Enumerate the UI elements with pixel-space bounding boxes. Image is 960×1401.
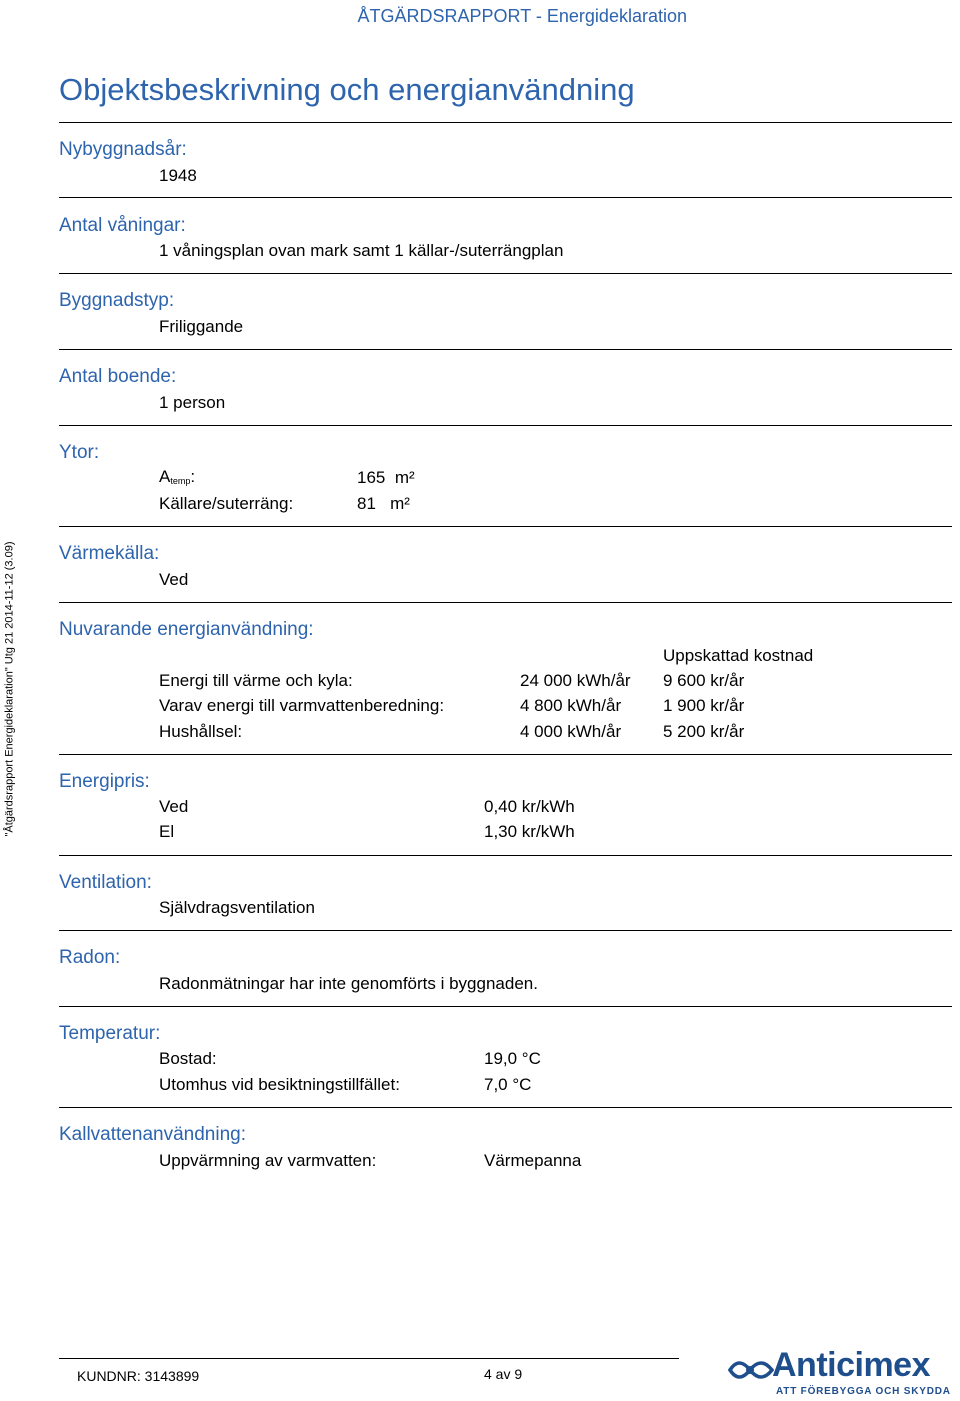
divider	[59, 122, 952, 123]
byggnadstyp-label: Byggnadstyp:	[59, 290, 175, 311]
kallvatten-row-value: Värmepanna	[484, 1151, 582, 1170]
nybyggnadsar-label: Nybyggnadsår:	[59, 139, 187, 160]
radon-label: Radon:	[59, 947, 121, 968]
kallvatten-row-label: Uppvärmning av varmvatten:	[159, 1151, 377, 1170]
anticimex-logo	[726, 1346, 958, 1398]
divider	[59, 273, 952, 274]
side-document-info: "Åtgärdsrapport Energideklaration" Utg 21 2014-11-12 (3.09)	[3, 541, 16, 837]
temperatur-row-value: 7,0 °C	[484, 1075, 532, 1094]
energipris-label: Energipris:	[59, 771, 150, 792]
anticimex-emblem-icon	[726, 1352, 776, 1388]
energy-row-cost: 9 600 kr/år	[663, 671, 745, 690]
boende-value: 1 person	[159, 393, 226, 412]
ventilation-value: Självdragsventilation	[159, 898, 315, 917]
customer-number: KUNDNR: 3143899	[77, 1368, 200, 1384]
temperatur-label: Temperatur:	[59, 1023, 161, 1044]
temperatur-row-value: 19,0 °C	[484, 1049, 541, 1068]
divider	[59, 197, 952, 198]
byggnadstyp-value: Friliggande	[159, 317, 244, 336]
divider	[59, 602, 952, 603]
divider	[59, 930, 952, 931]
footer-divider	[59, 1358, 679, 1359]
divider	[59, 349, 952, 350]
energy-row-cost: 5 200 kr/år	[663, 722, 745, 741]
nybyggnadsar-value: 1948	[159, 166, 197, 185]
divider	[59, 754, 952, 755]
kallare-label: Källare/suterräng:	[159, 494, 294, 513]
atemp-label: $A_{temp}$:	[159, 467, 196, 486]
logo-tagline: ATT FÖREBYGGA OCH SKYDDA	[776, 1386, 951, 1397]
kallvatten-label: Kallvattenanvändning:	[59, 1124, 246, 1145]
vaningar-value: 1 våningsplan ovan mark samt 1 källar-/suterrängplan	[159, 241, 564, 260]
energipris-row-value: 0,40 kr/kWh	[484, 797, 575, 816]
vaningar-label: Antal våningar:	[59, 215, 186, 236]
kallare-value: 81 m²	[357, 494, 410, 513]
divider	[59, 1107, 952, 1108]
radon-value: Radonmätningar har inte genomförts i byggnaden.	[159, 974, 538, 993]
divider	[59, 1006, 952, 1007]
energianvandning-label: Nuvarande energianvändning:	[59, 619, 314, 640]
ytor-label: Ytor:	[59, 442, 100, 463]
report-header-title: ÅTGÄRDSRAPPORT - Energideklaration	[357, 6, 687, 26]
energipris-row-value: 1,30 kr/kWh	[484, 822, 575, 841]
energy-row-energy: 24 000 kWh/år	[520, 671, 631, 690]
atemp-value: 165 m²	[357, 468, 415, 487]
page-title: Objektsbeskrivning och energianvändning	[59, 72, 635, 107]
cost-header: Uppskattad kostnad	[663, 646, 814, 665]
energy-row-energy: 4 800 kWh/år	[520, 696, 622, 715]
varmekalla-label: Värmekälla:	[59, 543, 160, 564]
energipris-row-label: Ved	[159, 797, 189, 816]
energy-row-label: Energi till värme och kyla:	[159, 671, 353, 690]
temperatur-row-label: Utomhus vid besiktningstillfället:	[159, 1075, 400, 1094]
boende-label: Antal boende:	[59, 366, 177, 387]
energipris-row-label: El	[159, 822, 175, 841]
logo-wordmark: Anticimex	[772, 1346, 930, 1384]
energy-row-label: Hushållsel:	[159, 722, 243, 741]
varmekalla-value: Ved	[159, 570, 189, 589]
ventilation-label: Ventilation:	[59, 872, 152, 893]
divider	[59, 855, 952, 856]
divider	[59, 425, 952, 426]
energy-row-energy: 4 000 kWh/år	[520, 722, 622, 741]
energy-row-cost: 1 900 kr/år	[663, 696, 745, 715]
page-number: 4 av 9	[484, 1366, 523, 1382]
temperatur-row-label: Bostad:	[159, 1049, 217, 1068]
energy-row-label: Varav energi till varmvattenberedning:	[159, 696, 445, 715]
divider	[59, 526, 952, 527]
